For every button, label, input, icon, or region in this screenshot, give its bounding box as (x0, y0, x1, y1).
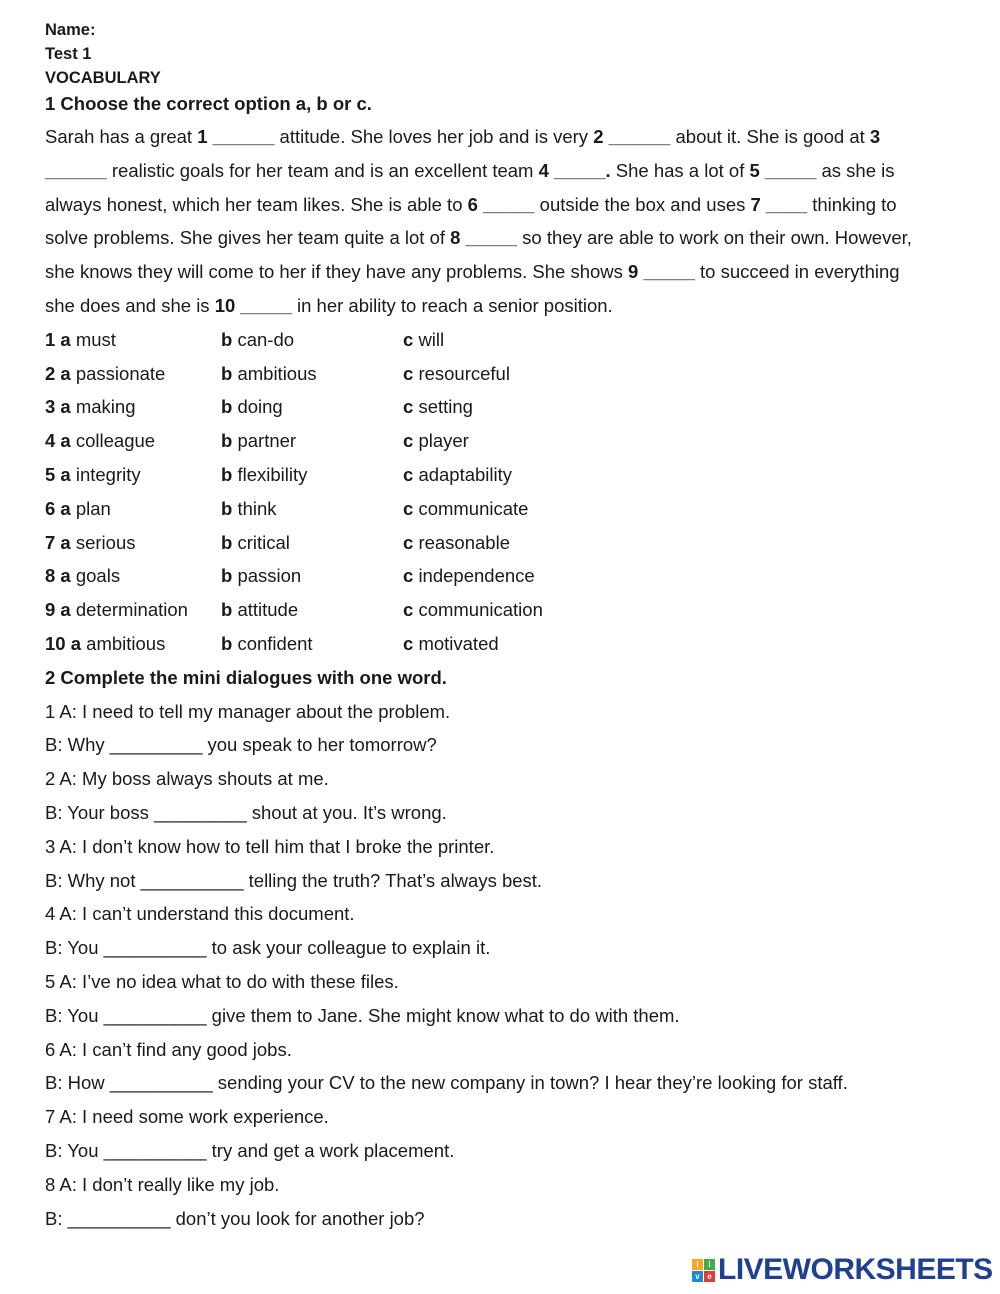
option-b-label: b (221, 599, 233, 621)
gap-marker: ______ (45, 159, 107, 181)
option-c-text: player (418, 430, 469, 452)
option-b-label: b (221, 463, 233, 485)
option-b-text: ambitious (237, 362, 317, 384)
option-c-text: reasonable (418, 531, 510, 553)
option-c-label: c (403, 531, 414, 553)
option-c-text: independence (418, 565, 535, 587)
option-a-label: 5 a (45, 463, 71, 485)
option-a-text: plan (75, 497, 111, 519)
option-a-text: determination (75, 599, 188, 621)
option-a-text: goals (75, 565, 121, 587)
option-b[interactable] (221, 323, 294, 357)
option-b-label: b (221, 565, 233, 587)
logo-icon-tile: e (704, 1271, 715, 1282)
option-a[interactable] (45, 526, 136, 560)
dialogue-list (45, 695, 975, 1236)
option-b-text: passion (237, 565, 302, 587)
option-b[interactable] (221, 357, 317, 391)
option-c-label: c (403, 632, 414, 654)
paragraph-text: she does and she is (45, 294, 215, 316)
option-a-label: 10 a (45, 632, 82, 654)
option-c-label: c (403, 599, 414, 621)
option-row (45, 526, 975, 560)
liveworksheets-logo (692, 1255, 993, 1285)
dialogue-line: B: You __________ try and get a work placement. (45, 1139, 455, 1161)
option-a[interactable] (45, 390, 136, 424)
option-c[interactable] (403, 593, 543, 627)
dialogue-line: B: __________ don’t you look for another job? (45, 1207, 425, 1229)
option-a[interactable] (45, 593, 188, 627)
option-c[interactable] (403, 492, 528, 526)
option-a-label: 1 a (45, 328, 71, 350)
paragraph-text: so they are able to work on their own. However, (517, 227, 912, 249)
dialogue-line: B: You __________ give them to Jane. She might know what to do with them. (45, 1004, 680, 1026)
gap-marker: 5 _____ (749, 159, 817, 181)
option-c[interactable] (403, 627, 499, 661)
gap-marker: 7 ____ (750, 193, 808, 215)
option-c-text: will (418, 328, 445, 350)
gap-marker: 4 _____. (538, 159, 611, 181)
option-row (45, 559, 975, 593)
logo-icon-tile: l (692, 1259, 703, 1270)
option-c-text: setting (418, 396, 473, 418)
option-a-text: ambitious (86, 632, 166, 654)
option-row (45, 390, 975, 424)
dialogue-line: 3 A: I don’t know how to tell him that I broke the printer. (45, 835, 495, 857)
option-b[interactable] (221, 424, 296, 458)
paragraph-text: attitude. She loves her job and is very (274, 126, 594, 147)
dialogue-line: 1 A: I need to tell my manager about the problem. (45, 700, 451, 722)
option-b-text: attitude (237, 599, 299, 621)
exercise1-paragraph (45, 120, 975, 323)
gap-marker: 3 (869, 126, 881, 147)
option-a[interactable] (45, 458, 141, 492)
option-c-text: motivated (418, 632, 499, 654)
paragraph-text: thinking to (807, 193, 897, 215)
option-b-label: b (221, 430, 233, 452)
paragraph-text: Sarah has a great (45, 126, 198, 147)
option-c[interactable] (403, 458, 512, 492)
option-a-text: colleague (75, 430, 156, 452)
option-c-label: c (403, 430, 414, 452)
option-a[interactable] (45, 627, 165, 661)
dialogue-line: 6 A: I can’t find any good jobs. (45, 1038, 292, 1060)
exercise1-title: 1 Choose the correct option a, b or c. (45, 93, 372, 114)
logo-icon (692, 1259, 715, 1282)
option-row (45, 323, 975, 357)
paragraph-text: in her ability to reach a senior position. (291, 294, 613, 316)
test-label: Test 1 (45, 45, 92, 63)
option-a-label: 8 a (45, 565, 71, 587)
gap-marker: 8 _____ (450, 227, 518, 249)
option-row (45, 458, 975, 492)
option-row (45, 627, 975, 661)
option-row (45, 492, 975, 526)
gap-marker: 1 ______ (197, 126, 275, 147)
option-a-label: 9 a (45, 599, 71, 621)
option-b[interactable] (221, 526, 290, 560)
logo-text: LIVEWORKSHEETS (718, 1253, 993, 1286)
option-b[interactable] (221, 492, 277, 526)
option-b-label: b (221, 328, 233, 350)
option-row (45, 593, 975, 627)
option-c[interactable] (403, 390, 473, 424)
option-b-label: b (221, 362, 233, 384)
option-a-text: integrity (75, 463, 141, 485)
options-table (45, 323, 975, 661)
dialogue-line: B: Why not __________ telling the truth? That’s always best. (45, 869, 543, 891)
option-a-label: 4 a (45, 430, 71, 452)
option-b[interactable] (221, 593, 298, 627)
worksheet-page (45, 18, 975, 1235)
option-c-text: adaptability (418, 463, 513, 485)
option-b-text: can-do (237, 328, 295, 350)
option-c-label: c (403, 497, 414, 519)
option-a-text: must (75, 328, 116, 350)
option-c-label: c (403, 565, 414, 587)
paragraph-text: about it. She is good at (670, 126, 870, 147)
vocabulary-label: VOCABULARY (45, 69, 161, 87)
gap-marker: 10 _____ (214, 294, 292, 316)
option-c-text: communication (418, 599, 543, 621)
option-b-label: b (221, 497, 233, 519)
option-b-text: doing (237, 396, 283, 418)
option-b-text: think (237, 497, 277, 519)
option-a-label: 6 a (45, 497, 71, 519)
option-a-text: making (75, 396, 136, 418)
option-a[interactable] (45, 323, 116, 357)
option-a-label: 3 a (45, 396, 71, 418)
paragraph-text: she knows they will come to her if they have any problems. She shows (45, 261, 629, 283)
option-a[interactable] (45, 492, 111, 526)
paragraph-text: She has a lot of (610, 159, 750, 181)
option-a-label: 7 a (45, 531, 71, 553)
dialogue-line: 4 A: I can’t understand this document. (45, 903, 355, 925)
option-b-text: partner (237, 430, 297, 452)
option-a[interactable] (45, 424, 155, 458)
option-c[interactable] (403, 357, 510, 391)
paragraph-text: as she is (816, 159, 895, 181)
option-b-text: confident (237, 632, 313, 654)
dialogue-line: B: Why _________ you speak to her tomorrow? (45, 734, 437, 756)
option-b-label: b (221, 531, 233, 553)
exercise2-title: 2 Complete the mini dialogues with one word. (45, 666, 447, 688)
option-c[interactable] (403, 559, 535, 593)
paragraph-text: to succeed in everything (694, 261, 900, 283)
option-c-label: c (403, 463, 414, 485)
option-b-label: b (221, 396, 233, 418)
paragraph-text: outside the box and uses (534, 193, 751, 215)
option-b[interactable] (221, 390, 283, 424)
dialogue-line: B: You __________ to ask your colleague to explain it. (45, 937, 491, 959)
dialogue-line: 2 A: My boss always shouts at me. (45, 768, 329, 790)
option-c-label: c (403, 328, 414, 350)
option-c[interactable] (403, 424, 469, 458)
option-b[interactable] (221, 458, 307, 492)
dialogue-line: B: Your boss _________ shout at you. It’s wrong. (45, 801, 447, 823)
option-c-text: resourceful (418, 362, 510, 384)
option-c[interactable] (403, 526, 510, 560)
logo-icon-tile: i (704, 1259, 715, 1270)
paragraph-text: solve problems. She gives her team quite a lot of (45, 227, 451, 249)
dialogue-line: 5 A: I’ve no idea what to do with these files. (45, 970, 399, 992)
gap-marker: 6 _____ (467, 193, 535, 215)
name-label: Name: (45, 21, 96, 39)
option-c-label: c (403, 396, 414, 418)
logo-icon-tile: v (692, 1271, 703, 1282)
option-a-text: passionate (75, 362, 166, 384)
option-a-label: 2 a (45, 362, 71, 384)
option-c-text: communicate (418, 497, 529, 519)
option-row (45, 424, 975, 458)
option-b-text: flexibility (237, 463, 308, 485)
gap-marker: 2 ______ (593, 126, 671, 147)
option-b[interactable] (221, 559, 301, 593)
option-a-text: serious (75, 531, 136, 553)
gap-marker: 9 _____ (628, 261, 695, 283)
option-b[interactable] (221, 627, 313, 661)
option-c-label: c (403, 362, 414, 384)
paragraph-text: always honest, which her team likes. She is able to (45, 193, 468, 215)
option-a[interactable] (45, 357, 165, 391)
dialogue-line: 7 A: I need some work experience. (45, 1106, 329, 1128)
option-b-label: b (221, 632, 233, 654)
option-a[interactable] (45, 559, 120, 593)
option-b-text: critical (237, 531, 290, 553)
option-row (45, 357, 975, 391)
dialogue-line: 8 A: I don’t really like my job. (45, 1173, 280, 1195)
dialogue-line: B: How __________ sending your CV to the new company in town? I hear they’re looking for staff. (45, 1072, 848, 1094)
paragraph-text: realistic goals for her team and is an excellent team (106, 159, 539, 181)
option-c[interactable] (403, 323, 444, 357)
